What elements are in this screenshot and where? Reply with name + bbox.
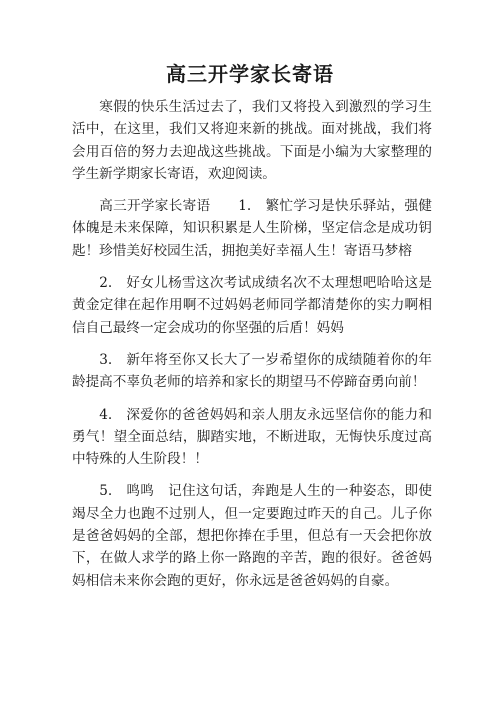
- document-body: [72, 96, 432, 602]
- paragraph-message-5: 5. 鸣鸣 记住这句话，奔跑是人生的一种姿态，即使竭尽全力也跑不过别人，但一定要跑过昨天的自己。儿子你是爸爸妈妈的全部，想把你捧在手里，但总有一天会把你放下，在做人求学的路上你一路跑的辛苦，跑的很好。爸爸妈妈相信未来你会跑的更好，你永远是爸爸妈妈的自豪。: [72, 483, 432, 589]
- page-title: 高三开学家长寄语: [166, 62, 334, 86]
- paragraph-message-4: 4. 深爱你的爸爸妈妈和亲人朋友永远坚信你的能力和勇气！望全面总结，脚踏实地，不断进取，无悔快乐度过高中特殊的人生阶段！！: [72, 406, 432, 468]
- paragraph-message-1: 高三开学家长寄语 1. 繁忙学习是快乐驿站，强健体魄是未来保障，知识积累是人生阶梯，坚定信念是成功钥匙！珍惜美好校园生活，拥抱美好幸福人生！寄语马梦榕: [72, 198, 432, 259]
- paragraph-message-3: 3. 新年将至你又长大了一岁希望你的成绩随着你的年龄提高不辜负老师的培养和家长的期望马不停蹄奋勇向前！: [72, 351, 432, 391]
- paragraph-intro: 寒假的快乐生活过去了，我们又将投入到激烈的学习生活中，在这里，我们又将迎来新的挑战。面对挑战，我们将会用百倍的努力去迎战这些挑战。下面是小编为大家整理的学生新学期家长寄语，欢迎阅读。: [72, 99, 432, 182]
- paragraph-message-2: 2. 好女儿杨雪这次考试成绩名次不太理想吧哈哈这是黄金定律在起作用啊不过妈妈老师同学都清楚你的实力啊相信自己最终一定会成功的你坚强的后盾！妈妈: [72, 275, 432, 336]
